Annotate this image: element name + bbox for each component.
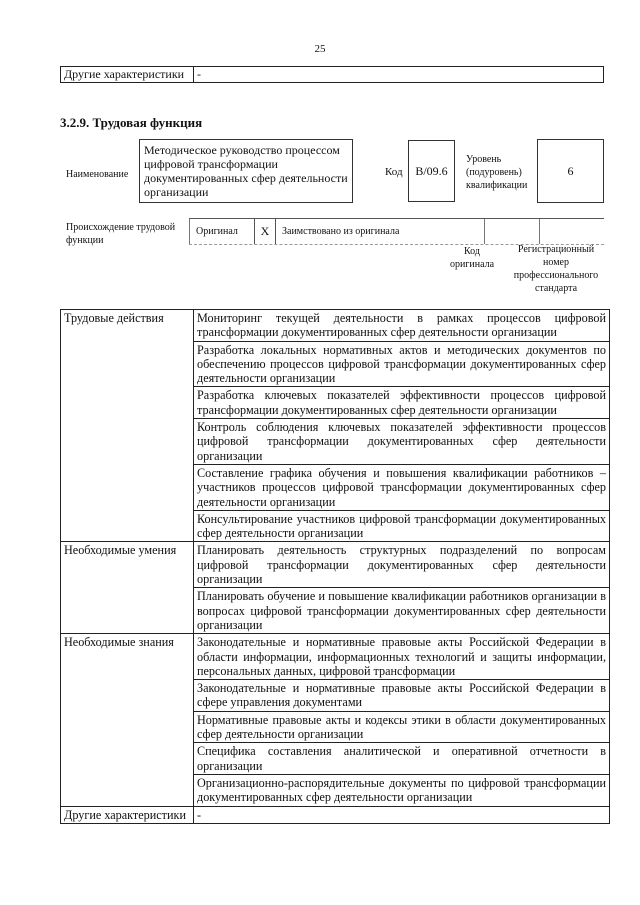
section-label: Необходимые знания [61,634,194,806]
code-original-label: Код оригинала [449,246,495,270]
table-row [61,542,610,588]
table-row [61,806,610,823]
section-item: Планировать деятельность структурных подразделений по вопросам цифровой трансформации документированных сфер деятельности организации [194,542,610,588]
table-row [61,67,604,83]
section-item: Законодательные и нормативные правовые акты Российской Федерации в сфере управления документами [194,680,610,712]
qualification-level-label: Уровень (подуровень) квалификации [466,154,528,191]
origin-mark: X [254,219,276,244]
other-characteristics-table [60,66,604,83]
table-row [61,634,610,680]
origin-label: Происхождение трудовой функции [66,222,176,246]
code-value: B/09.6 [408,140,455,202]
row-label: Другие характеристики [61,67,194,83]
section-item: Нормативные правовые акты и кодексы этики в области документированных сфер деятельности организации [194,711,610,743]
section-item: Организационно-распорядительные документы по цифровой трансформации документированных сфер деятельности организации [194,774,610,806]
origin-borrowed: Заимствовано из оригинала [282,226,400,237]
origin-row [189,218,604,245]
origin-divider [539,219,540,244]
origin-original: Оригинал [189,219,254,244]
code-label: Код [385,166,403,178]
section-item: Законодательные и нормативные правовые акты Российской Федерации в области информации, информационных технологий и защиты информации, персональных данных, цифровой трансформации [194,634,610,680]
section-item: - [194,806,610,823]
section-item: Специфика составления аналитической и оперативной отчетности в организации [194,743,610,775]
page-number: 25 [314,43,326,55]
section-label: Необходимые умения [61,542,194,634]
section-heading: 3.2.9. Трудовая функция [60,115,203,130]
registration-number-label: Регистрационный номер профессионального стандарта [513,244,599,294]
function-details-body [61,310,610,824]
function-details-table [60,309,610,824]
section-label: Другие характеристики [61,806,194,823]
table-row [61,310,610,342]
section-item: Мониторинг текущей деятельности в рамках процессов цифровой трансформации документированных сфер деятельности организации [194,310,610,342]
section-item: Составление графика обучения и повышения квалификации работников – участников процессов цифровой трансформации документированных сфер деятельности организации [194,464,610,510]
section-item: Разработка локальных нормативных актов и методических документов по обеспечению процессов цифровой трансформации документированных сфер деятельности организации [194,341,610,387]
qualification-level-value: 6 [537,139,604,203]
section-label: Трудовые действия [61,310,194,542]
row-value: - [194,67,604,83]
name-label: Наименование [66,169,129,180]
section-item: Контроль соблюдения ключевых показателей эффективности процессов цифровой трансформации документированных сфер деятельности организации [194,419,610,465]
section-item: Консультирование участников цифровой трансформации документированных сфер деятельности организации [194,510,610,542]
name-value: Методическое руководство процессом цифровой трансформации документированных сфер деятельности организации [139,139,353,203]
origin-divider [484,219,485,244]
section-item: Разработка ключевых показателей эффективности процессов цифровой трансформации документированных сфер деятельности организации [194,387,610,419]
section-item: Планировать обучение и повышение квалификации работников организации в вопросах цифровой трансформации документированных сфер деятельности организации [194,588,610,634]
